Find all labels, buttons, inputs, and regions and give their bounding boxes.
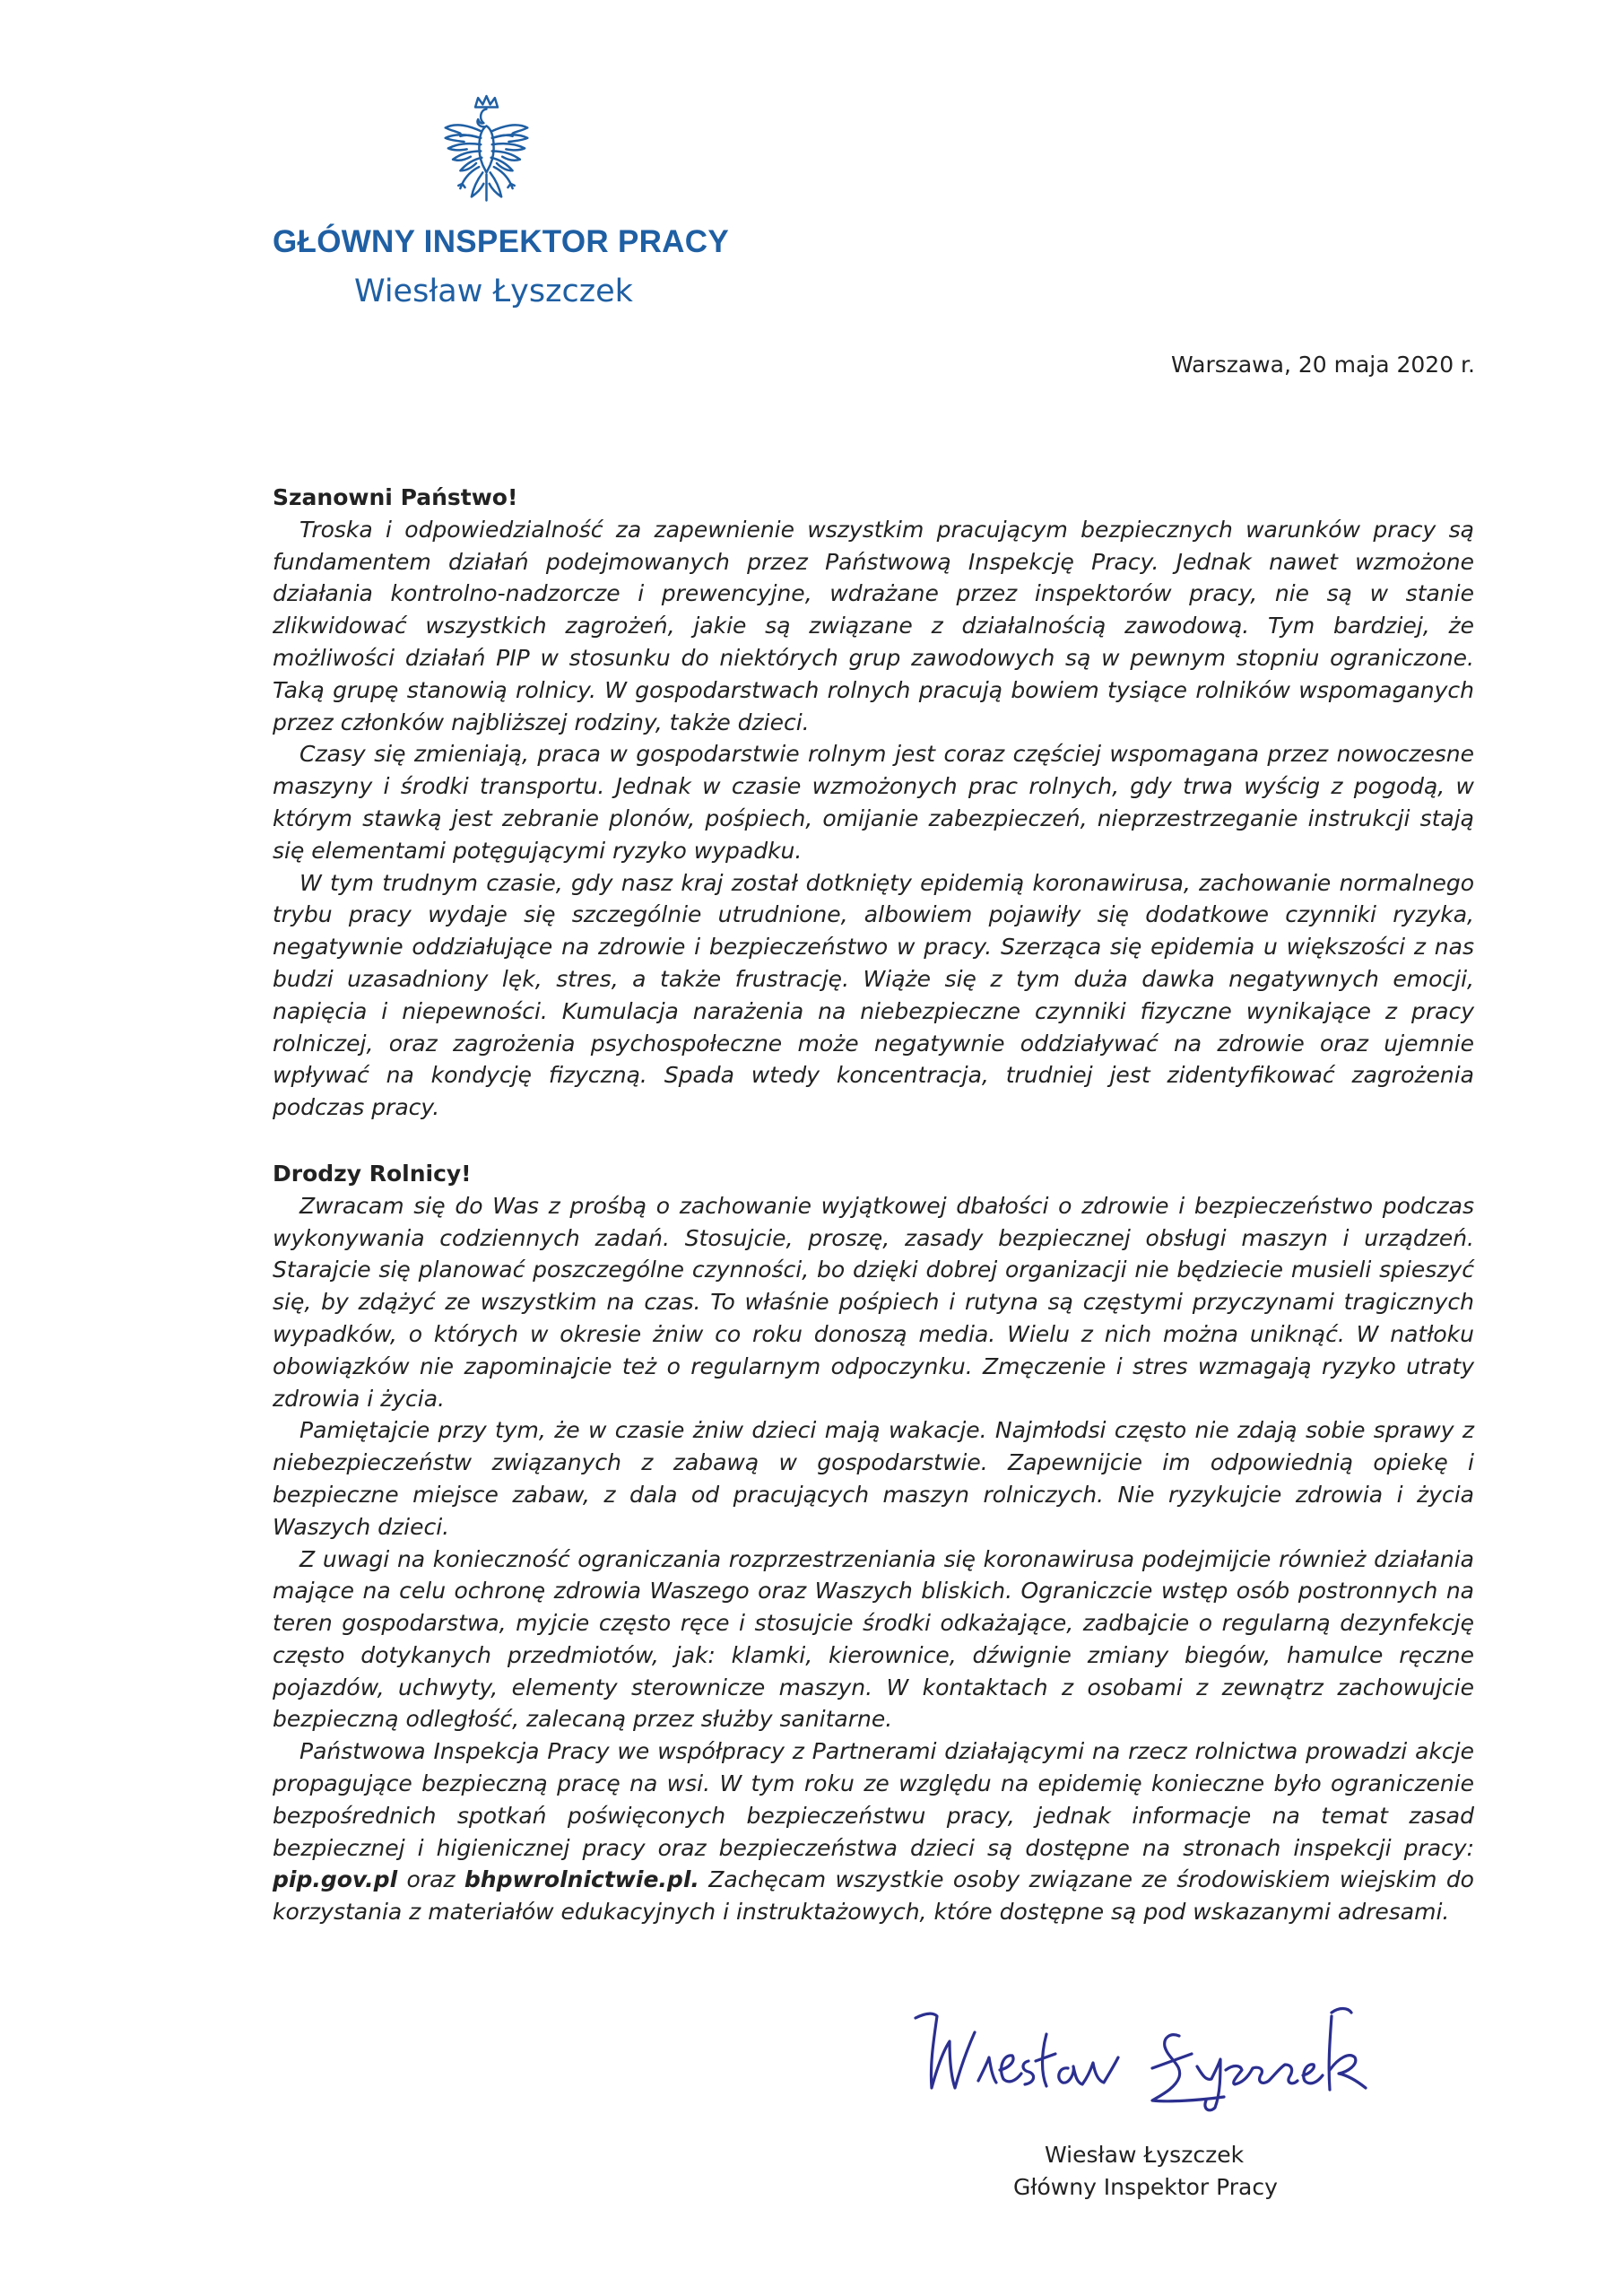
bhp-website-reference: bhpwrolnictwie.pl. [464,1866,699,1893]
closing-text-2: oraz [397,1866,464,1893]
salutation-farmers: Drodzy Rolnicy! [273,1160,472,1187]
closing-text-1: Państwowa Inspekcja Pracy we współpracy z Partnerami działającymi na rzecz rolnictwa prowadzi akcje propagujące bezpieczną pracę na wsi. W tym roku ze względu na epidemię konieczne było ograniczenie bezpośrednich spotkań poświęconych bezpieczeństwu pracy, jednak informacje na temat zasad bezpiecznej i higienicznej pracy oraz bezpieczeństwa dzieci są dostępne na stronach inspekcji pracy: [273,1738,1474,1861]
handwritten-signature [910,1982,1399,2117]
salutation-general: Szanowni Państwo! [273,484,518,510]
closing-text-3: Zachęcam wszystkie osoby związane ze środowiskiem wiejskim do korzystania z materiałów edukacyjnych i instruktażowych, które dostępne są pod wskazanymi adresami. [273,1866,1474,1926]
paragraph: Troska i odpowiedzialność za zapewnienie wszystkim pracującym bezpiecznych warunków pracy są fundamentem działań podejmowanych przez Państwową Inspekcję Pracy. Jednak nawet wzmożone działania kontrolno-nadzorcze i prewencyjne, wdrażane przez inspektorów pracy, nie są w stanie zlikwidować wszystkich zagrożeń, jakie są związane z działalnością zawodową. Tym bardziej, że możliwości działań PIP w stosunku do niektórych grup zawodowych są w pewnym stopniu ograniczone. Taką grupę stanowią rolnicy. W gospodarstwach rolnych pracują bowiem tysiące rolników wspomaganych przez członków najbliższej rodziny, także dzieci. [273,516,1474,735]
organization-name: GŁÓWNY INSPEKTOR PRACY [273,224,729,259]
letter-date: Warszawa, 20 maja 2020 r. [1171,352,1475,378]
signatory-title: Główny Inspektor Pracy [1013,2174,1278,2200]
letter-body [273,482,1474,1928]
paragraph: Zwracam się do Was z prośbą o zachowanie wyjątkowej dbałości o zdrowie i bezpieczeństwo podczas wykonywania codziennych zadań. Stosujcie, proszę, zasady bezpiecznej obsługi maszyn i urządzeń. Starajcie się planować poszczególne czynności, bo dzięki dobrej organizacji nie będziecie musieli spieszyć się, by zdążyć ze wszystkim na czas. To właśnie pośpiech i rutyna są częstymi przyczynami tragicznych wypadków, o których w okresie żniw co roku donoszą media. Wielu z nich można uniknąć. W natłoku obowiązków nie zapominajcie też o regularnym odpoczynku. Zmęczenie i stres wzmagają ryzyko utraty zdrowia i życia. [273,1192,1474,1412]
paragraph: Z uwagi na konieczność ograniczania rozprzestrzeniania się koronawirusa podejmijcie również działania mające na celu ochronę zdrowia Waszego oraz Waszych bliskich. Ograniczcie wstęp osób postronnych na teren gospodarstwa, myjcie często ręce i stosujcie środki odkażające, zadbajcie o regularną dezynfekcję często dotykanych przedmiotów, jak: klamki, kierownice, dźwignie zmiany biegów, hamulce ręczne pojazdów, uchwyty, elementy sterownicze maszyn. W kontaktach z osobami z zewnątrz zachowujcie bezpieczną odległość, zalecaną przez służby sanitarne. [273,1545,1474,1733]
pip-website-reference: pip.gov.pl [273,1866,398,1893]
paragraph: W tym trudnym czasie, gdy nasz kraj został dotknięty epidemią koronawirusa, zachowanie normalnego trybu pracy wydaje się szczególnie utrudnione, albowiem pojawiły się dodatkowe czynniki ryzyka, negatywnie oddziałujące na zdrowie i bezpieczeństwo w pracy. Szerząca się epidemia u większości z nas budzi uzasadniony lęk, stres, a także frustrację. Wiąże się z tym duża dawka negatywnych emocji, napięcia i niepewności. Kumulacja narażenia na niebezpieczne czynniki fizyczne wynikające z pracy rolniczej, oraz zagrożenia psychospołeczne może negatywnie oddziaływać na zdrowie oraz ujemnie wpływać na kondycję fizyczną. Spada wtedy koncentracja, trudniej jest zidentyfikować zagrożenia podczas pracy. [273,869,1474,1121]
signatory-name: Wiesław Łyszczek [1045,2142,1245,2168]
paragraph: Czasy się zmieniają, praca w gospodarstwie rolnym jest coraz częściej wspomagana przez nowoczesne maszyny i środki transportu. Jednak w czasie wzmożonych prac rolnych, gdy trwa wyścig z pogodą, w którym stawką jest zebranie plonów, pośpiech, omijanie zabezpieczeń, nieprzestrzeganie instrukcji stają się elementami potęgującymi ryzyko wypadku. [273,741,1474,864]
closing-paragraph [273,1735,1474,1928]
paragraph: Pamiętajcie przy tym, że w czasie żniw dzieci mają wakacje. Najmłodsi często nie zdają sobie sprawy z niebezpieczeństw związanych z zabawą w gospodarstwie. Zapewnijcie im odpowiednią opiekę i bezpieczne miejsce zabaw, z dala od pracujących maszyn rolniczych. Nie ryzykujcie zdrowia i życia Waszych dzieci. [273,1417,1474,1540]
inspector-name-header: Wiesław Łyszczek [354,274,633,309]
polish-eagle-emblem-icon [439,94,534,211]
